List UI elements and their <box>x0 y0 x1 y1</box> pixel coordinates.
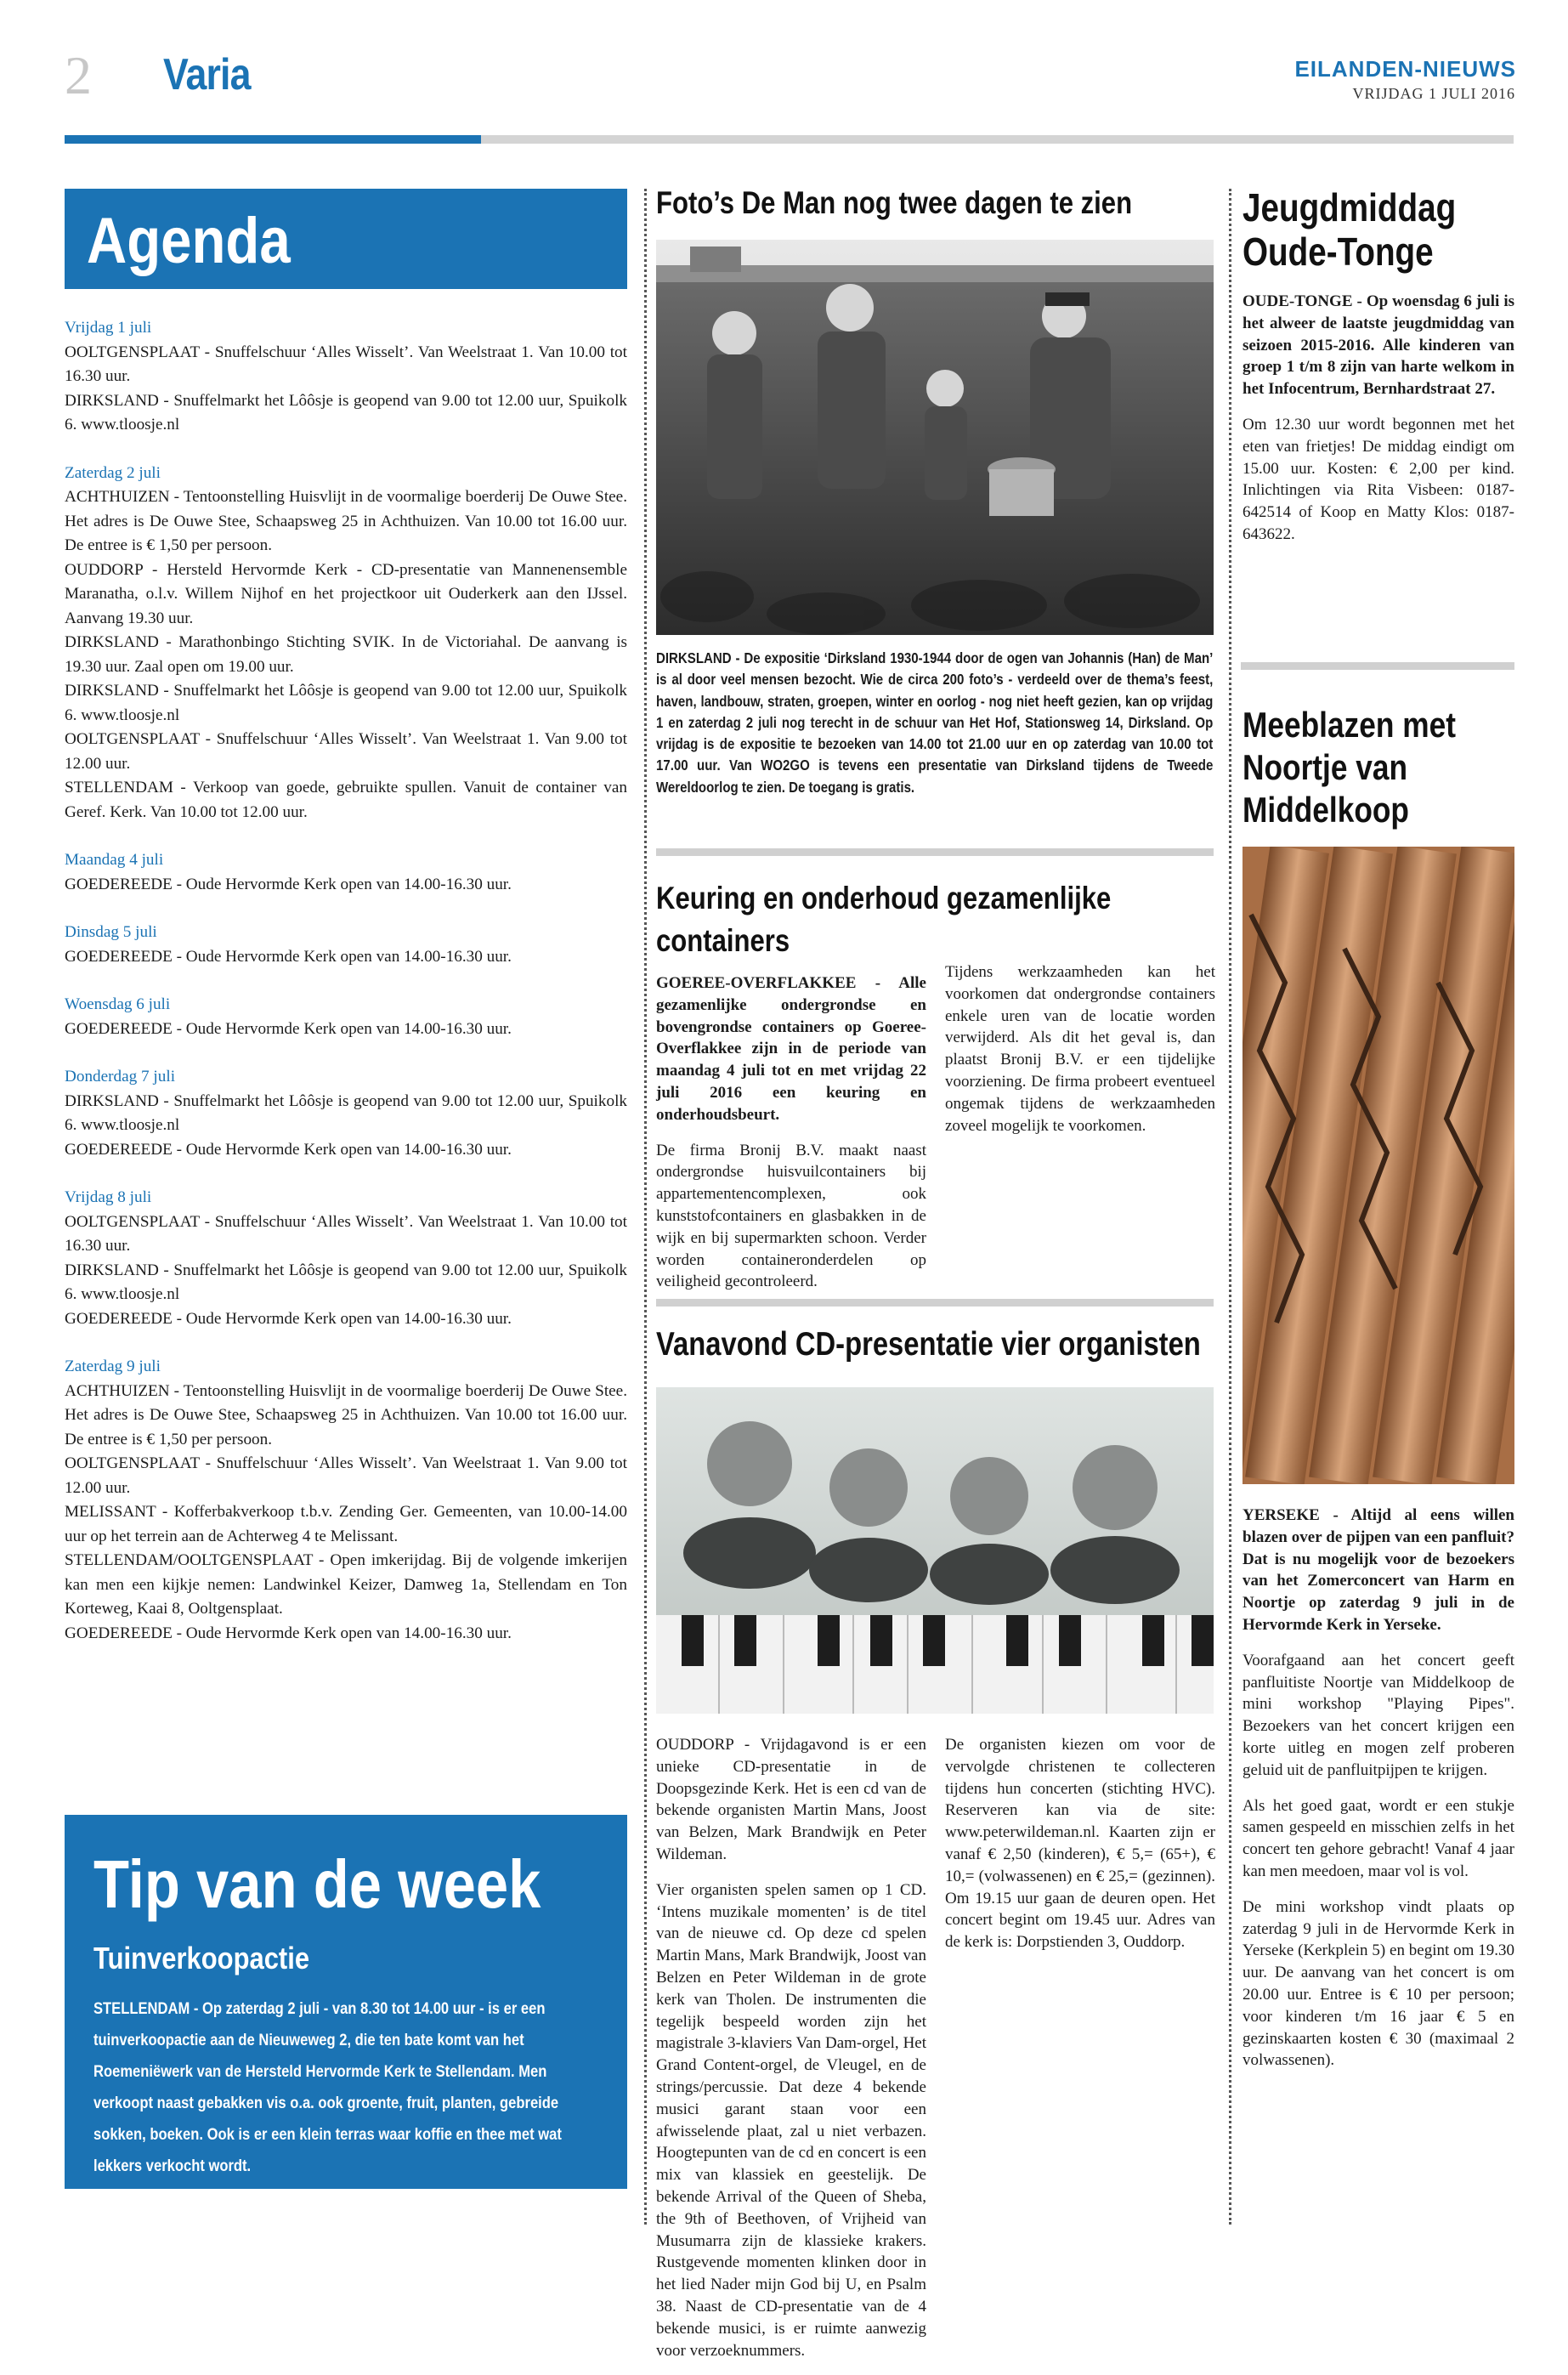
jeugdmiddag-headline: Jeugdmiddag Oude-Tonge <box>1243 185 1457 274</box>
edition-date: VRIJDAG 1 JULI 2016 <box>1352 85 1515 102</box>
header-accent-rule <box>65 135 481 144</box>
agenda-entry: OUDDORP - Hersteld Hervormde Kerk - CD-presentatie van Mannenensemble Maranatha, o.l.v. Willem Nijhof en het projectkoor uit Ouderkerk aan den IJssel. Aanvang 19.30 uur. <box>65 560 627 627</box>
keuring-paragraph: De firma Bronij B.V. maakt naast ondergrondse huisvuilcontainers bij appartementencomplexen, ook kunststofcontainers en glasbakken in de wijk en bij supermarkten schoon. Verder worden containeronderdelen op veiligheid gecontroleerd. <box>656 1141 926 1291</box>
agenda-header-box <box>65 189 627 289</box>
agenda-entry: OOLTGENSPLAAT - Snuffelschuur ‘Alles Wisselt’. Van Weelstraat 1. Van 10.00 tot 16.30 uur. <box>65 1212 627 1255</box>
meeblazen-lead: YERSEKE - Altijd al eens willen blazen over de pijpen van een panfluit? Dat is nu mogelijk voor de bezoekers van het Zomerconcert van Harm en Noortje op zaterdag 9 juli in de Hervormde Kerk in Yerseke. <box>1243 1506 1514 1634</box>
agenda-day <box>65 1065 627 1162</box>
organisten-paragraph: Vier organisten spelen samen op 1 CD. ‘Intens muzikale momenten’ is de titel van de nieuwe cd. Op deze cd spelen Martin Mans, Mark Brandwijk, Joost van Belzen en Peter Wildeman in de grote kerk van Tholen. De instrumenten die tegelijk bespeeld worden zijn het magistrale 3-klaviers Van Dam-orgel, Het Grand Content-orgel, de Vleugel, en de strings/percussie. Dat deze 4 bekende musici garant staan voor een afwisselende plaat, zal u niet verbazen. Hoogtepunten van de cd en concert is een mix van klassiek en geestelijk. De bekende Arrival of the Queen of Sheba, the 9th of Beethoven, of Vrijheid van Musumarra zijn de klassieke krakers. Rustgevende momenten klinken door in het lied Nader mijn God bij U, en Psalm 38. Naast de CD-presentatie van de 4 bekende musici, is er ruimte aanwezig voor verzoeknummers. <box>656 1880 926 2360</box>
agenda-entry: STELLENDAM/OOLTGENSPLAAT - Open imkerijdag. Bij de volgende imkerijen kan men een kijkje nemen: Landwinkel Keizer, Damweg 1a, Stellendam en Ton Korteweg, Kaai 8, Ooltgensplaat. <box>65 1551 627 1618</box>
meeblazen-paragraph: De mini workshop vindt plaats op zaterdag 9 juli in de Hervormde Kerk in Yerseke (Kerkplein 5) en begint om 19.30 uur. De aanvang van het concert is om 20.00 uur. Entree is € 10 per persoon; voor kinderen t/m 16 jaar € 5 en gezinskaarten kosten € 30 (maximaal 2 volwassenen). <box>1243 1897 1514 2070</box>
agenda-entry: DIRKSLAND - Snuffelmarkt het Lôôsje is geopend van 9.00 tot 12.00 uur, Spuikolk 6. www.tloosje.nl <box>65 391 627 434</box>
agenda-day-date: Zaterdag 9 juli <box>65 1358 161 1375</box>
tip-text: STELLENDAM - Op zaterdag 2 juli - van 8.30 tot 14.00 uur - is er een tuinverkoopactie aan de Nieuweweg 2, die ten bate komt van het Roemeniëwerk van de Hersteld Hervormde Kerk te Stellendam. Men verkoopt naast gebakken vis o.a. ook groente, fruit, planten, gebreide sokken, boeken. Ook is er een klein terras waar koffie en thee met wat lekkers verkocht wordt. <box>93 1999 562 2175</box>
masthead-logo: EILANDEN-NIEUWS <box>1294 56 1516 82</box>
tip-box <box>65 1815 627 2189</box>
section-divider <box>656 848 1214 856</box>
agenda-entry: DIRKSLAND - Snuffelmarkt het Lôôsje is geopend van 9.00 tot 12.00 uur, Spuikolk 6. www.tloosje.nl <box>65 1091 627 1134</box>
agenda-day <box>65 993 627 1041</box>
agenda-entry: ACHTHUIZEN - Tentoonstelling Huisvlijt in de voormalige boerderij De Ouwe Stee. Het adres is De Ouwe Stee, Schaapsweg 25 in Achthuizen. Van 10.00 tot 16.00 uur. De entree is € 1,50 per persoon. <box>65 488 627 554</box>
agenda-entry: OOLTGENSPLAAT - Snuffelschuur ‘Alles Wisselt’. Van Weelstraat 1. Van 10.00 tot 16.30 uur. <box>65 343 627 385</box>
agenda-entry: DIRKSLAND - Snuffelmarkt het Lôôsje is geopend van 9.00 tot 12.00 uur, Spuikolk 6. www.tloosje.nl <box>65 1261 627 1303</box>
foto-headline: Foto’s De Man nog twee dagen te zien <box>656 185 1133 220</box>
keuring-lead: GOEREE-OVERFLAKKEE - Alle gezamenlijke ondergrondse en bovengrondse containers op Goeree-Overflakkee zijn in de periode van maandag 4 juli tot en met vrijdag 22 juli 2016 een keuring en onderhoudsbeurt. <box>656 974 926 1124</box>
agenda-day-date: Vrijdag 1 juli <box>65 319 152 337</box>
agenda-entry: ACHTHUIZEN - Tentoonstelling Huisvlijt in de voormalige boerderij De Ouwe Stee. Het adres is De Ouwe Stee, Schaapsweg 25 in Achthuizen. Van 10.00 tot 16.00 uur. De entree is € 1,50 per persoon. <box>65 1381 627 1448</box>
agenda-entry: DIRKSLAND - Snuffelmarkt het Lôôsje is geopend van 9.00 tot 12.00 uur, Spuikolk 6. www.tloosje.nl <box>65 682 627 724</box>
agenda-day-date: Woensdag 6 juli <box>65 995 171 1013</box>
agenda-day <box>65 848 627 897</box>
meeblazen-headline: Meeblazen met Noortje van Middelkoop <box>1243 705 1456 830</box>
meeblazen-text <box>1243 1505 1514 2085</box>
meeblazen-paragraph: Voorafgaand aan het concert geeft panfluitiste Noortje van Middelkoop de mini workshop "Playing Pipes". Bezoekers van het concert krijgen een korte uitleg en mogen zelf proberen geluid uit de panfluitpijpen te krijgen. <box>1243 1651 1514 1779</box>
agenda-entry: STELLENDAM - Verkoop van goede, gebruikte spullen. Vanuit de container van Geref. Kerk. Van 10.00 tot 12.00 uur. <box>65 779 627 821</box>
panflute-photo <box>1243 847 1514 1484</box>
agenda-day-date: Maandag 4 juli <box>65 851 164 869</box>
organists-photo <box>656 1387 1214 1714</box>
agenda-entry: MELISSANT - Kofferbakverkoop t.b.v. Zending Ger. Gemeenten, van 10.00-14.00 uur op het terrein aan de Achterweg 4 te Melissant. <box>65 1503 627 1545</box>
agenda-entry: DIRKSLAND - Marathonbingo Stichting SVIK. In de Victoriahal. De aanvang is 19.30 uur. Zaal open om 19.00 uur. <box>65 633 627 676</box>
organisten-column-right <box>945 1734 1215 1967</box>
column-divider <box>644 189 647 2225</box>
section-divider <box>656 1299 1214 1307</box>
foto-caption: DIRKSLAND - De expositie ‘Dirksland 1930-1944 door de ogen van Johannis (Han) de Man’ is al door veel mensen bezocht. Wie de circa 200 foto’s - verdeeld over de thema’s feest, haven, landbouw, straten, groepen, winter en oorlog - nog niet heeft gezien, kan op vrijdag 1 en zaterdag 2 juli nog terecht in de schuur van Het Hof, Stationsweg 14, Dirksland. Op vrijdag is de expositie te bezoeken van 14.00 tot 21.00 uur en op zaterdag van 10.00 tot 17.00 uur. Van WO2GO is tevens een presentatie van Dirksland tijdens de Tweede Wereldoorlog te zien. De toegang is gratis. <box>656 649 1214 796</box>
page-number: 2 <box>65 45 92 105</box>
jeugdmiddag-text <box>1243 291 1514 559</box>
agenda-entry: GOEDEREEDE - Oude Hervormde Kerk open van 14.00-16.30 uur. <box>65 875 512 893</box>
agenda-entry: GOEDEREEDE - Oude Hervormde Kerk open van 14.00-16.30 uur. <box>65 1624 512 1642</box>
agenda-day-date: Donderdag 7 juli <box>65 1068 176 1085</box>
agenda-day-date: Dinsdag 5 juli <box>65 923 157 941</box>
agenda-day <box>65 462 627 825</box>
organisten-column-left <box>656 1734 926 2375</box>
meeblazen-paragraph: Als het goed gaat, wordt er een stukje samen gespeeld en misschien zelfs in het concert ten gehore gebracht! Vanaf 4 jaar kan men meedoen, maar vol is vol. <box>1243 1796 1514 1880</box>
agenda-day <box>65 1355 627 1646</box>
section-divider <box>1241 662 1514 670</box>
agenda-entry: GOEDEREEDE - Oude Hervormde Kerk open van 14.00-16.30 uur. <box>65 947 512 966</box>
organisten-headline: Vanavond CD-presentatie vier organisten <box>656 1326 1201 1363</box>
jeugdmiddag-lead: OUDE-TONGE - Op woensdag 6 juli is het alweer de laatste jeugdmiddag van seizoen 2015-2016. Alle kinderen van groep 1 t/m 8 zijn van harte welkom in het Infocentrum, Bernhardstraat 27. <box>1243 292 1514 399</box>
agenda-list <box>65 316 627 1669</box>
agenda-day <box>65 921 627 969</box>
jeugdmiddag-paragraph: Om 12.30 uur wordt begonnen met het eten van frietjes! De middag eindigt om 15.00 uur. Kosten: € 2,00 per kind. Inlichtingen via Rita Visbeen: 0187-642514 of Koop en Matty Klos: 0187-643622. <box>1243 415 1514 543</box>
agenda-entry: OOLTGENSPLAAT - Snuffelschuur ‘Alles Wisselt’. Van Weelstraat 1. Van 9.00 tot 12.00 uur. <box>65 1454 627 1497</box>
column-divider <box>1229 189 1231 2225</box>
agenda-day <box>65 1186 627 1331</box>
keuring-paragraph: Tijdens werkzaamheden kan het voorkomen dat ondergrondse containers enkele uren van de locatie worden verwijderd. Als dit het geval is, dan plaatst Bronij B.V. er een tijdelijke voorziening. De firma probeert eventueel ongemak tijdens de werkzaamheden zoveel mogelijk te voorkomen. <box>945 963 1215 1135</box>
keuring-column-right <box>945 961 1215 1150</box>
agenda-day-date: Vrijdag 8 juli <box>65 1188 152 1206</box>
historic-farm-photo <box>656 240 1214 635</box>
agenda-entry: OOLTGENSPLAAT - Snuffelschuur ‘Alles Wisselt’. Van Weelstraat 1. Van 9.00 tot 12.00 uur. <box>65 730 627 773</box>
agenda-entry: GOEDEREEDE - Oude Hervormde Kerk open van 14.00-16.30 uur. <box>65 1140 512 1159</box>
agenda-day-date: Zaterdag 2 juli <box>65 463 161 482</box>
organisten-paragraph: OUDDORP - Vrijdagavond is er een unieke CD-presentatie in de Doopsgezinde Kerk. Het is een cd van de bekende organisten Martin Mans, Joost van Belzen, Mark Brandwijk en Peter Wildeman. <box>656 1736 926 1863</box>
agenda-day <box>65 316 627 438</box>
keuring-headline: Keuring en onderhoud gezamenlijke containers <box>656 881 1112 958</box>
agenda-entry: GOEDEREEDE - Oude Hervormde Kerk open van 14.00-16.30 uur. <box>65 1309 512 1328</box>
keuring-column-left <box>656 972 926 1307</box>
organisten-paragraph: De organisten kiezen om voor de vervolgde christenen te collecteren tijdens hun concerten (stichting HVC). Reserveren kan via de site: www.peterwildeman.nl. Kaarten zijn er vanaf € 2,50 (kinderen), € 5,= (65+), € 10,= (volwassenen) en € 25,= (gezinnen). Om 19.15 uur gaan de deuren open. Het concert begint om 19.45 uur. Adres van de kerk is: Dorpstienden 3, Ouddorp. <box>945 1736 1215 1952</box>
tip-title: Tip van de week <box>93 1846 541 1922</box>
agenda-entry: GOEDEREEDE - Oude Hervormde Kerk open van 14.00-16.30 uur. <box>65 1019 512 1038</box>
tip-subtitle: Tuinverkoopactie <box>93 1941 310 1975</box>
agenda-title: Agenda <box>87 205 291 277</box>
section-title: Varia <box>163 50 251 99</box>
